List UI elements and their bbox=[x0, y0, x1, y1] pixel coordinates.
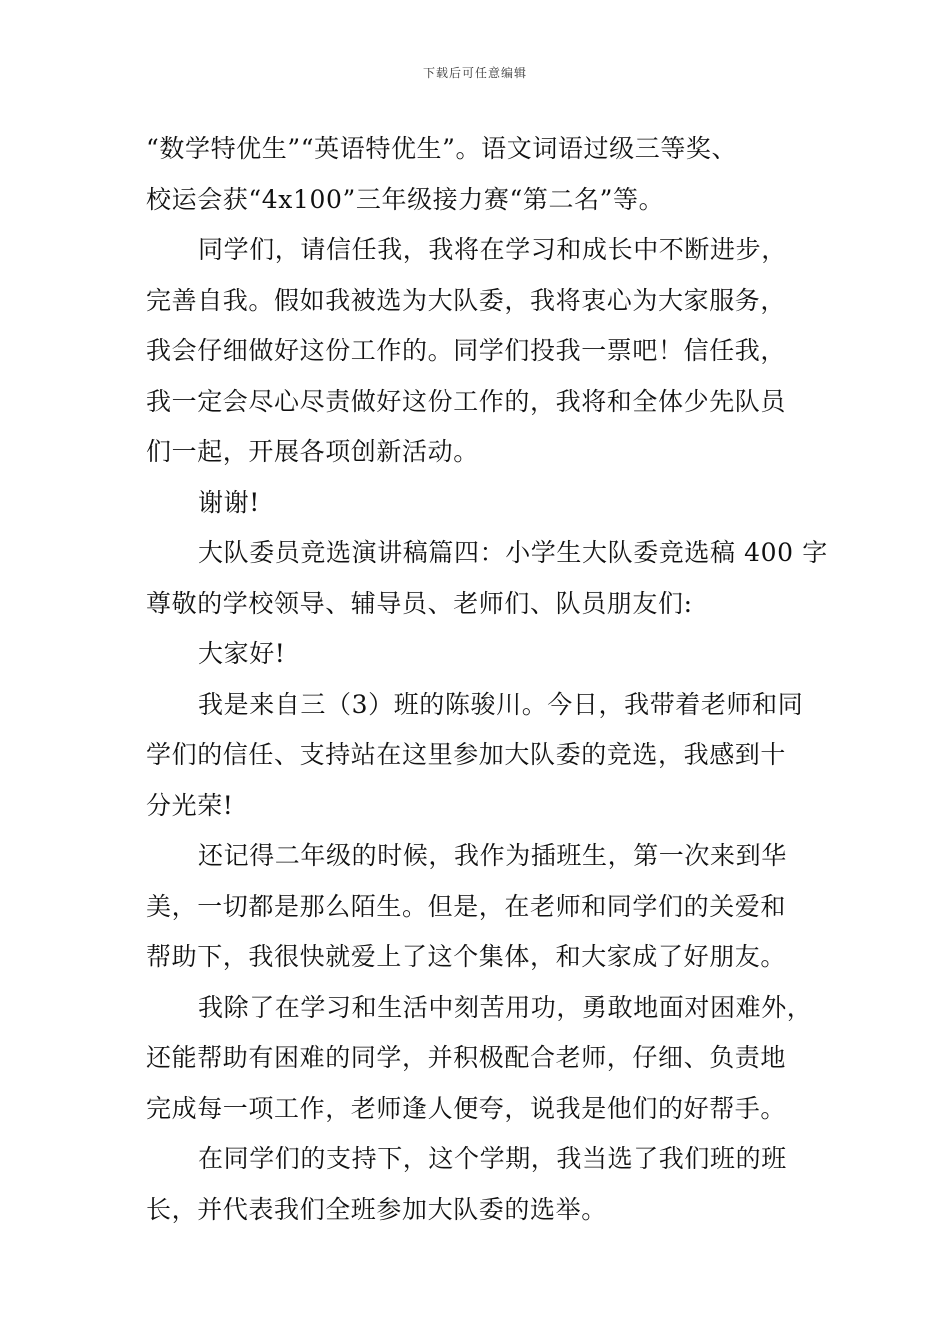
text-line: 还记得二年级的时候，我作为插班生，第一次来到华 bbox=[198, 841, 787, 870]
text-line: 我除了在学习和生活中刻苦用功，勇敢地面对困难外， bbox=[198, 992, 813, 1022]
text-line: 还能帮助有困难的同学，并积极配合老师，仔细、负责地 bbox=[146, 1043, 787, 1072]
text-line: 大家好! bbox=[198, 639, 286, 668]
text-line: 完善自我。假如我被选为大队委，我将衷心为大家服务， bbox=[146, 285, 787, 315]
text-line: 在同学们的支持下，这个学期，我当选了我们班的班 bbox=[198, 1144, 787, 1173]
text-line: 帮助下，我很快就爱上了这个集体，和大家成了好朋友。 bbox=[146, 942, 787, 971]
text-line: “数学特优生”“英语特优生”。语文词语过级三等奖、 bbox=[146, 134, 738, 163]
text-line: 长，并代表我们全班参加大队委的选举。 bbox=[146, 1194, 607, 1224]
text-line: 分光荣! bbox=[146, 790, 234, 820]
text-line: 校运会获“4x100”三年级接力赛“第二名”等。 bbox=[146, 184, 665, 214]
text-line: 大队委员竞选演讲稿篇四：小学生大队委竞选稿 400 字 bbox=[198, 538, 828, 567]
text-line: 我是来自三（3）班的陈骏川。今日，我带着老师和同 bbox=[198, 689, 804, 719]
text-line: 我会仔细做好这份工作的。同学们投我一票吧！信任我， bbox=[146, 336, 787, 365]
text-line: 美，一切都是那么陌生。但是，在老师和同学们的关爱和 bbox=[146, 891, 787, 921]
text-line: 学们的信任、支持站在这里参加大队委的竞选，我感到十 bbox=[146, 740, 787, 769]
text-line: 同学们，请信任我，我将在学习和成长中不断进步， bbox=[198, 235, 787, 264]
text-line: 尊敬的学校领导、辅导员、老师们、队员朋友们: bbox=[146, 588, 693, 618]
document-body bbox=[146, 124, 828, 1235]
text-line: 谢谢! bbox=[198, 487, 260, 517]
text-line: 们一起，开展各项创新活动。 bbox=[146, 437, 479, 466]
text-line: 完成每一项工作，老师逢人便夸，说我是他们的好帮手。 bbox=[146, 1093, 787, 1123]
page-header: 下载后可任意编辑 bbox=[422, 66, 527, 80]
text-line: 我一定会尽心尽责做好这份工作的，我将和全体少先队员 bbox=[146, 386, 787, 416]
